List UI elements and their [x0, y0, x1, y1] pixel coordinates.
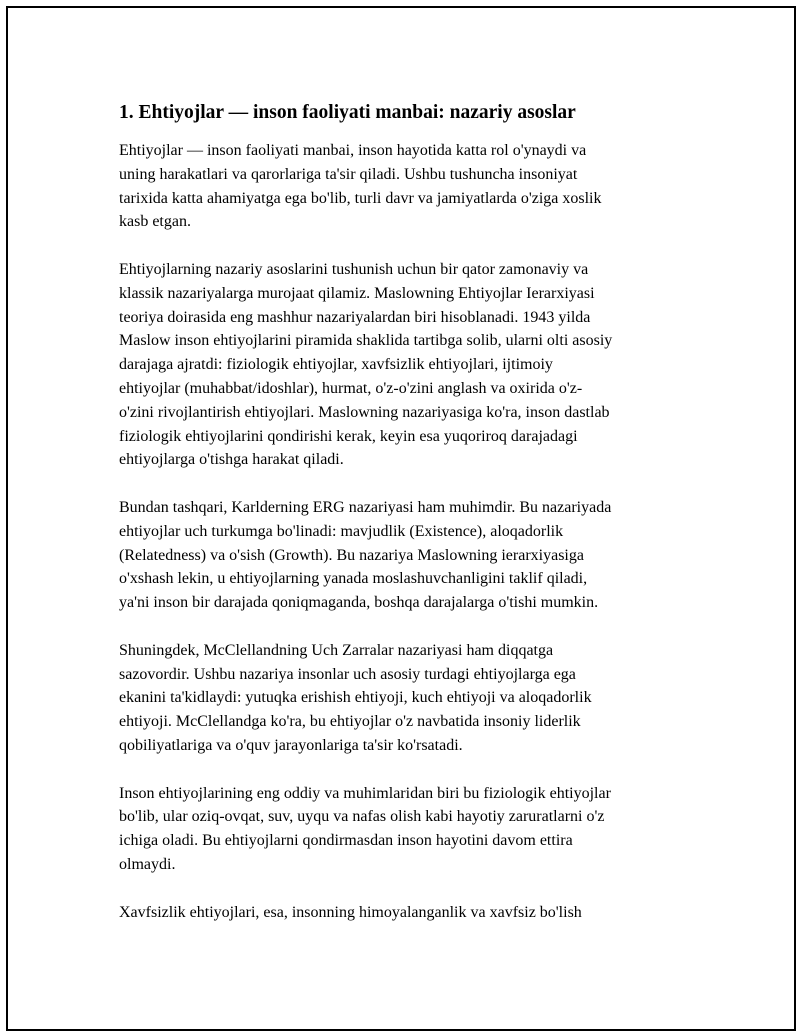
section-heading: 1. Ehtiyojlar — inson faoliyati manbai: nazariy asoslar [119, 102, 576, 123]
text-line: Inson ehtiyojlarining eng oddiy va muhimlaridan biri bu fiziologik ehtiyojlar [119, 784, 611, 802]
text-line: ehtiyojlar uch turkumga bo'linadi: mavjudlik (Existence), aloqadorlik [119, 522, 564, 540]
text-line: ehtiyojlar (muhabbat/idoshlar), hurmat, o'z-o'zini anglash va oxirida o'z- [119, 379, 583, 397]
text-line: o'zini rivojlantirish ehtiyojlari. Maslowning nazariyasiga ko'ra, inson dastlab [119, 403, 610, 421]
text-line: kasb etgan. [119, 213, 191, 231]
paragraph-2 [119, 258, 699, 472]
text-line: bo'lib, ular oziq-ovqat, suv, uyqu va nafas olish kabi hayotiy zaruratlarni o'z [119, 808, 605, 826]
text-line: Shuningdek, McClellandning Uch Zarralar nazariyasi ham diqqatga [119, 641, 554, 659]
text-line: Ehtiyojlarning nazariy asoslarini tushunish uchun bir qator zamonaviy va [119, 260, 589, 278]
text-line: ichiga oladi. Bu ehtiyojlarni qondirmasdan inson hayotini davom ettira [119, 832, 573, 850]
text-line: Ehtiyojlar — inson faoliyati manbai, inson hayotida katta rol o'ynaydi va [119, 142, 587, 159]
text-line: sazovordir. Ushbu nazariya insonlar uch asosiy turdagi ehtiyojlarga ega [119, 665, 576, 683]
text-line: ya'ni inson bir darajada qoniqmaganda, boshqa darajalarga o'tishi mumkin. [119, 594, 599, 612]
paragraph-6 [119, 901, 699, 925]
text-line: klassik nazariyalarga murojaat qilamiz. Maslowning Ehtiyojlar Ierarxiyasi [119, 284, 595, 302]
text-line: ekanini ta'kidlaydi: yutuqka erishish ehtiyoji, kuch ehtiyoji va aloqadorlik [119, 689, 592, 707]
paragraph-1 [119, 139, 699, 234]
text-line: olmaydi. [119, 855, 176, 873]
text-line: ehtiyoji. McClellandga ko'ra, bu ehtiyojlar o'z navbatida insoniy liderlik [119, 713, 581, 731]
text-line: qobiliyatlariga va o'quv jarayonlariga ta'sir ko'rsatadi. [119, 736, 463, 754]
text-line: Maslow inson ehtiyojlarini piramida shaklida tartibga solib, ularni olti asosiy [119, 332, 613, 350]
paragraph-5 [119, 782, 699, 877]
document-body [119, 101, 699, 948]
text-line: uning harakatlari va qarorlariga ta'sir qiladi. Ushbu tushuncha insoniyat [119, 165, 578, 183]
text-line: fiziologik ehtiyojlarini qondirishi kerak, keyin esa yuqoriroq darajadagi [119, 427, 578, 445]
text-line: tarixida katta ahamiyatga ega bo'lib, turli davr va jamiyatlarda o'ziga xoslik [119, 189, 602, 207]
text-line: Bundan tashqari, Karlderning ERG nazariyasi ham muhimdir. Bu nazariyada [119, 498, 612, 516]
text-line: darajaga ajratdi: fiziologik ehtiyojlar, xavfsizlik ehtiyojlari, ijtimoiy [119, 356, 553, 374]
text-line: teoriya doirasida eng mashhur nazariyalardan biri hisoblanadi. 1943 yilda [119, 308, 591, 326]
paragraph-4 [119, 639, 699, 758]
text-line: Xavfsizlik ehtiyojlari, esa, insonning himoyalanganlik va xavfsiz bo'lish [119, 903, 582, 921]
text-line: ehtiyojlarga o'tishga harakat qiladi. [119, 451, 344, 469]
text-line: o'xshash lekin, u ehtiyojlarning yanada moslashuvchanligini taklif qiladi, [119, 570, 588, 588]
document-page [6, 6, 796, 1031]
text-line: (Relatedness) va o'sish (Growth). Bu nazariya Maslowning ierarxiyasiga [119, 546, 584, 564]
paragraph-3 [119, 496, 699, 615]
